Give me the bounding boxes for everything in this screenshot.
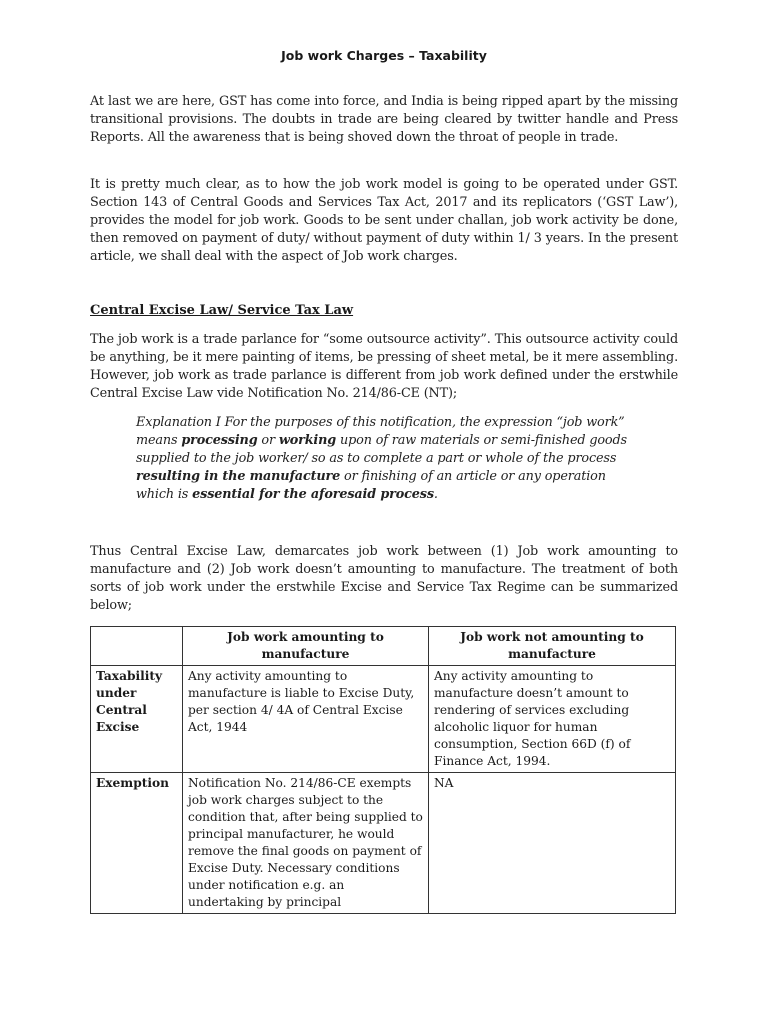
job-work-model-paragraph: It is pretty much clear, as to how the job work model is going to be operated under GST. Section 143 of Central Goods and Services Tax Act, 2017 and its replicators (‘GST Law’), provides the model for job work. Goods to be sent under challan, job work activity be done, then removed on payment of duty/ without payment of duty within 1/ 3 years. In the present article, we shall deal with the aspect of Job work charges. <box>90 177 678 264</box>
table-row <box>91 773 676 914</box>
summary-paragraph: Thus Central Excise Law, demarcates job work between (1) Job work amounting to manufacture and (2) Job work doesn’t amounting to manufacture. The treatment of both sorts of job work under the erstwhile Excise and Service Tax Regime can be summarized below; <box>90 544 678 613</box>
table-cell: Any activity amounting to manufacture is liable to Excise Duty, per section 4/ 4A of Central Excise Act, 1944 <box>183 666 429 773</box>
table-header-row <box>91 627 676 666</box>
table-header-cell: Job work not amounting to manufacture <box>429 627 676 666</box>
table-cell: Any activity amounting to manufacture doesn’t amount to rendering of services excluding alcoholic liquor for human consumption, Section 66D (f) of Finance Act, 1994. <box>429 666 676 773</box>
job-work-comparison-table <box>90 626 676 914</box>
trade-parlance-paragraph: The job work is a trade parlance for “some outsource activity”. This outsource activity could be anything, be it mere painting of items, be pressing of sheet metal, be it mere assembling. However, job work as trade parlance is different from job work defined under the erstwhile Central Excise Law vide Notification No. 214/86-CE (NT); <box>90 332 678 401</box>
quote-text: or <box>257 433 279 448</box>
section-heading: Central Excise Law/ Service Tax Law <box>90 303 354 318</box>
quote-text: or finishing of an article or any operation which is <box>136 469 606 502</box>
row-label: Taxability under Central Excise <box>91 666 183 773</box>
quote-emphasis: processing <box>181 433 258 448</box>
quote-emphasis: resulting in the manufacture <box>136 469 341 484</box>
quote-text: upon of raw materials or semi-finished goods supplied to the job worker/ so as to complete a part or whole of the process <box>136 433 627 466</box>
document-title: Job work Charges – Taxability <box>281 48 487 63</box>
intro-paragraph: At last we are here, GST has come into force, and India is being ripped apart by the missing transitional provisions. The doubts in trade are being cleared by twitter handle and Press Reports. All the awareness that is being shoved down the throat of people in trade. <box>90 94 678 145</box>
table-cell: Notification No. 214/86-CE exempts job work charges subject to the condition that, after being supplied to principal manufacturer, he would remove the final goods on payment of Excise Duty. Necessary conditions under notification e.g. an undertaking by principal <box>183 773 429 914</box>
table-row <box>91 666 676 773</box>
quote-text: . <box>433 487 438 502</box>
table-header-cell: Job work amounting to manufacture <box>183 627 429 666</box>
quote-emphasis: essential for the aforesaid process <box>192 487 434 502</box>
row-label: Exemption <box>91 773 183 914</box>
notification-quote <box>136 414 634 504</box>
quote-emphasis: working <box>278 433 337 448</box>
table-cell: NA <box>429 773 676 914</box>
quote-text: Explanation I For the purposes of this notification, the expression “job work” means <box>136 415 625 448</box>
table-header-cell <box>91 627 183 666</box>
